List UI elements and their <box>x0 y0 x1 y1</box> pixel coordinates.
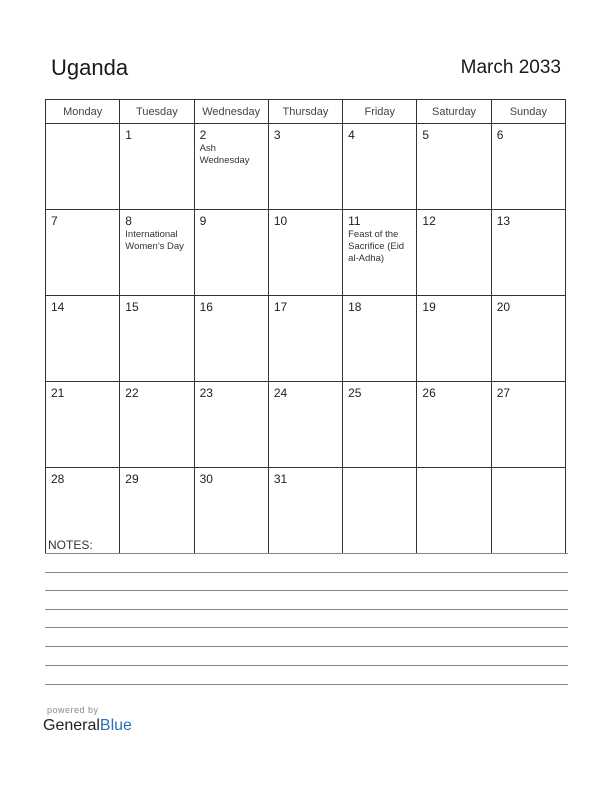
month-year-title: March 2033 <box>460 57 561 78</box>
day-number: 4 <box>348 128 355 142</box>
day-number: 18 <box>348 300 362 314</box>
day-cell <box>491 382 565 468</box>
day-number: 11 <box>348 214 361 228</box>
day-cell <box>343 296 417 382</box>
day-number: 28 <box>51 472 65 486</box>
day-cell <box>268 382 342 468</box>
day-number: 8 <box>125 214 132 228</box>
note-line <box>45 609 568 610</box>
day-number: 9 <box>199 214 207 228</box>
brand-general: General <box>43 717 100 734</box>
day-cell <box>46 382 120 468</box>
day-number: 1 <box>125 128 132 142</box>
day-cell <box>268 468 342 554</box>
week-row <box>46 468 566 554</box>
day-number: 26 <box>422 386 436 400</box>
note-line <box>45 684 568 685</box>
day-number: 31 <box>273 472 288 486</box>
day-cell <box>120 468 194 554</box>
day-number: 20 <box>496 300 511 314</box>
day-number: 19 <box>422 300 436 314</box>
note-line <box>45 665 568 666</box>
day-number: 16 <box>199 300 213 314</box>
day-cell <box>120 124 194 210</box>
weekday-tuesday: Tuesday <box>120 100 194 124</box>
note-line <box>45 646 568 647</box>
day-cell <box>417 210 491 296</box>
day-number: 14 <box>51 300 65 314</box>
day-cell <box>120 210 194 296</box>
day-cell <box>417 468 491 554</box>
day-cell <box>491 468 565 554</box>
holiday-label: Feast of the Sacrifice (Eid al-Adha) <box>348 229 405 264</box>
day-cell <box>343 468 417 554</box>
day-number: 29 <box>125 472 139 486</box>
notes-label: NOTES: <box>48 538 93 552</box>
day-number: 22 <box>125 386 139 400</box>
day-number: 13 <box>496 214 511 228</box>
holiday-label: International Women's Day <box>125 229 184 252</box>
day-number: 24 <box>273 386 288 400</box>
day-number: 30 <box>199 472 213 486</box>
note-line <box>45 572 568 573</box>
calendar-grid <box>45 99 566 554</box>
day-cell <box>343 124 417 210</box>
weekday-sunday: Sunday <box>491 100 565 124</box>
day-cell <box>491 210 565 296</box>
day-cell <box>268 210 342 296</box>
day-number: 10 <box>273 214 288 228</box>
weekday-header-row <box>46 100 566 124</box>
week-row <box>46 382 566 468</box>
day-cell <box>268 296 342 382</box>
day-number: 23 <box>199 386 213 400</box>
day-number: 2 <box>199 128 207 142</box>
generalblue-logo[interactable] <box>43 717 132 735</box>
day-cell <box>343 210 417 296</box>
note-line <box>45 627 568 628</box>
day-number: 3 <box>273 128 281 142</box>
day-cell <box>46 210 120 296</box>
day-number: 21 <box>51 386 65 400</box>
week-row <box>46 210 566 296</box>
country-title: Uganda <box>51 55 129 80</box>
weekday-wednesday: Wednesday <box>194 100 268 124</box>
week-row <box>46 124 566 210</box>
weekday-friday: Friday <box>343 100 417 124</box>
day-cell <box>46 296 120 382</box>
day-number: 12 <box>422 214 436 228</box>
day-cell <box>194 468 268 554</box>
day-cell <box>194 296 268 382</box>
day-cell <box>417 382 491 468</box>
day-cell <box>194 124 268 210</box>
day-number: 17 <box>273 300 288 314</box>
weekday-monday: Monday <box>46 100 120 124</box>
day-cell <box>46 124 120 210</box>
day-cell <box>268 124 342 210</box>
day-number: 6 <box>496 128 504 142</box>
day-cell <box>417 296 491 382</box>
week-row <box>46 296 566 382</box>
day-number: 25 <box>348 386 362 400</box>
weekday-saturday: Saturday <box>417 100 491 124</box>
holiday-label: Ash Wednesday <box>199 143 250 166</box>
day-cell <box>194 210 268 296</box>
powered-by-text: powered by <box>47 705 99 715</box>
day-cell <box>343 382 417 468</box>
day-cell <box>120 382 194 468</box>
day-cell <box>194 382 268 468</box>
brand-blue: Blue <box>99 717 132 734</box>
day-cell <box>417 124 491 210</box>
note-line <box>45 590 568 591</box>
day-number: 7 <box>51 214 58 228</box>
day-number: 5 <box>422 128 430 142</box>
day-number: 27 <box>496 386 511 400</box>
day-cell <box>491 124 565 210</box>
weekday-thursday: Thursday <box>268 100 342 124</box>
day-number: 15 <box>125 300 139 314</box>
day-cell <box>120 296 194 382</box>
note-line <box>45 553 568 554</box>
day-cell <box>491 296 565 382</box>
